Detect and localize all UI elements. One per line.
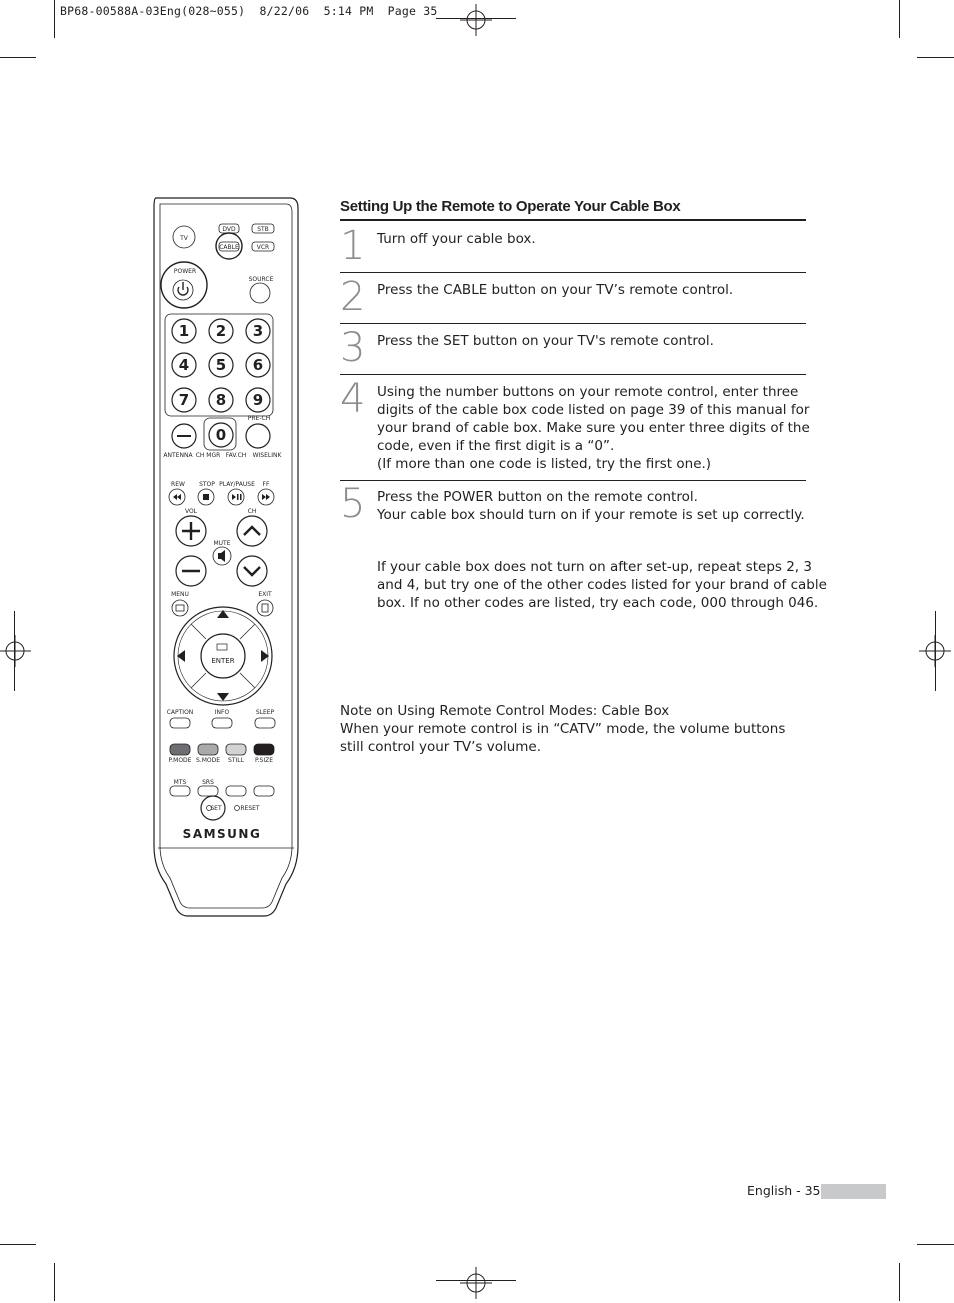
registration-mark-icon [456, 1263, 496, 1303]
remote-digit: 7 [178, 391, 190, 409]
crop-mark [899, 0, 900, 38]
registration-mark-icon [456, 0, 496, 40]
section-title: Setting Up the Remote to Operate Your Cable Box [340, 198, 681, 215]
step-text: Press the CABLE button on your TV’s remote control. [377, 282, 734, 298]
remote-caption-label: CAPTION [166, 709, 194, 716]
remote-digit: 1 [178, 322, 190, 340]
remote-vol-label: VOL [184, 508, 198, 515]
crop-mark [0, 1244, 36, 1245]
remote-menu-label: MENU [171, 591, 189, 598]
step-text: Press the POWER button on the remote control. Your cable box should turn on if your remote is set up correctly. [377, 489, 805, 523]
registration-mark-icon [915, 631, 954, 671]
crop-mark [54, 1263, 55, 1301]
step-2 [340, 273, 806, 323]
remote-digit: 9 [252, 391, 264, 409]
remote-mts-label: MTS [173, 779, 187, 786]
crop-mark [899, 1263, 900, 1301]
remote-still-label: STILL [228, 757, 244, 764]
remote-sleep-label: SLEEP [255, 709, 275, 716]
remote-brand-logo: SAMSUNG [182, 827, 262, 841]
crop-mark [917, 57, 954, 58]
remote-smode-label: S.MODE [195, 757, 221, 764]
remote-vcr-label: VCR [256, 244, 270, 251]
crop-mark [0, 57, 36, 58]
retry-note: If your cable box does not turn on after set-up, repeat steps 2, 3 and 4, but try one of the other codes listed for your brand of cable box. If no other codes are listed, try each code, 000 through 046. [377, 559, 827, 611]
remote-srs-label: SRS [202, 779, 214, 786]
crop-mark [917, 1244, 954, 1245]
remote-digit: 2 [215, 322, 227, 340]
remote-digit: 4 [178, 356, 190, 374]
remote-playpause-label: PLAY/PAUSE [219, 481, 255, 488]
remote-digit: 3 [252, 322, 264, 340]
remote-prech-label: PRE-CH [247, 415, 271, 422]
remote-source-label: SOURCE [248, 276, 274, 283]
remote-ff-label: FF [262, 481, 270, 488]
crop-mark [54, 0, 55, 38]
remote-digit: 6 [252, 356, 264, 374]
step-number: 5 [340, 481, 366, 527]
step-5 [340, 480, 806, 530]
remote-power-label: POWER [173, 268, 197, 275]
step-1 [340, 222, 806, 272]
footer-bar [821, 1184, 886, 1199]
step-3 [340, 324, 806, 374]
step-text: Using the number buttons on your remote control, enter three digits of the cable box code listed on page 39 of this manual for your brand of cable box. Make sure you enter three digits of the code, even if the first digit is a “0”. (If more than one code is listed, try the first one.) [377, 384, 810, 472]
remote-tv-label: TV [180, 235, 188, 242]
remote-enter-label: ENTER [211, 657, 235, 665]
remote-chmgr-label: CH MGR [195, 452, 221, 459]
remote-dvd-label: DVD [222, 226, 236, 233]
registration-mark-icon [0, 631, 35, 671]
remote-digit: 5 [215, 356, 227, 374]
remote-favch-label: FAV.CH [225, 452, 247, 459]
remote-cable-label: CABLE [219, 244, 239, 251]
remote-wiselink-label: WISELINK [252, 452, 282, 459]
step-number: 3 [340, 325, 366, 371]
page-number: English - 35 [747, 1183, 821, 1198]
print-slug: BP68-00588A-03Eng(028~055) 8/22/06 5:14 PM Page 35 [60, 4, 438, 18]
remote-stb-label: STB [257, 226, 269, 233]
remote-set-label: SET [210, 805, 222, 812]
step-text: Turn off your cable box. [377, 231, 536, 247]
remote-ch-label: CH [247, 508, 257, 515]
remote-digit: 0 [215, 426, 227, 444]
step-number: 4 [340, 376, 366, 422]
step-number: 2 [340, 274, 366, 320]
remote-rew-label: REW [171, 481, 185, 488]
remote-stop-label: STOP [199, 481, 215, 488]
remote-digit: 8 [215, 391, 227, 409]
remote-info-label: INFO [214, 709, 230, 716]
remote-reset-label: RESET [240, 805, 260, 812]
remote-exit-label: EXIT [258, 591, 272, 598]
remote-antenna-label: ANTENNA [163, 452, 193, 459]
remote-mute-label: MUTE [213, 540, 231, 547]
title-divider [340, 219, 806, 221]
remote-pmode-label: P.MODE [168, 757, 192, 764]
step-text: Press the SET button on your TV's remote control. [377, 333, 714, 349]
mode-note: Note on Using Remote Control Modes: Cable Box When your remote control is in “CATV” mode, the volume buttons still control your TV’s volume. [340, 703, 786, 755]
remote-control-illustration [146, 196, 306, 918]
step-number: 1 [340, 223, 366, 269]
remote-psize-label: P.SIZE [254, 757, 274, 764]
step-4 [340, 375, 810, 480]
